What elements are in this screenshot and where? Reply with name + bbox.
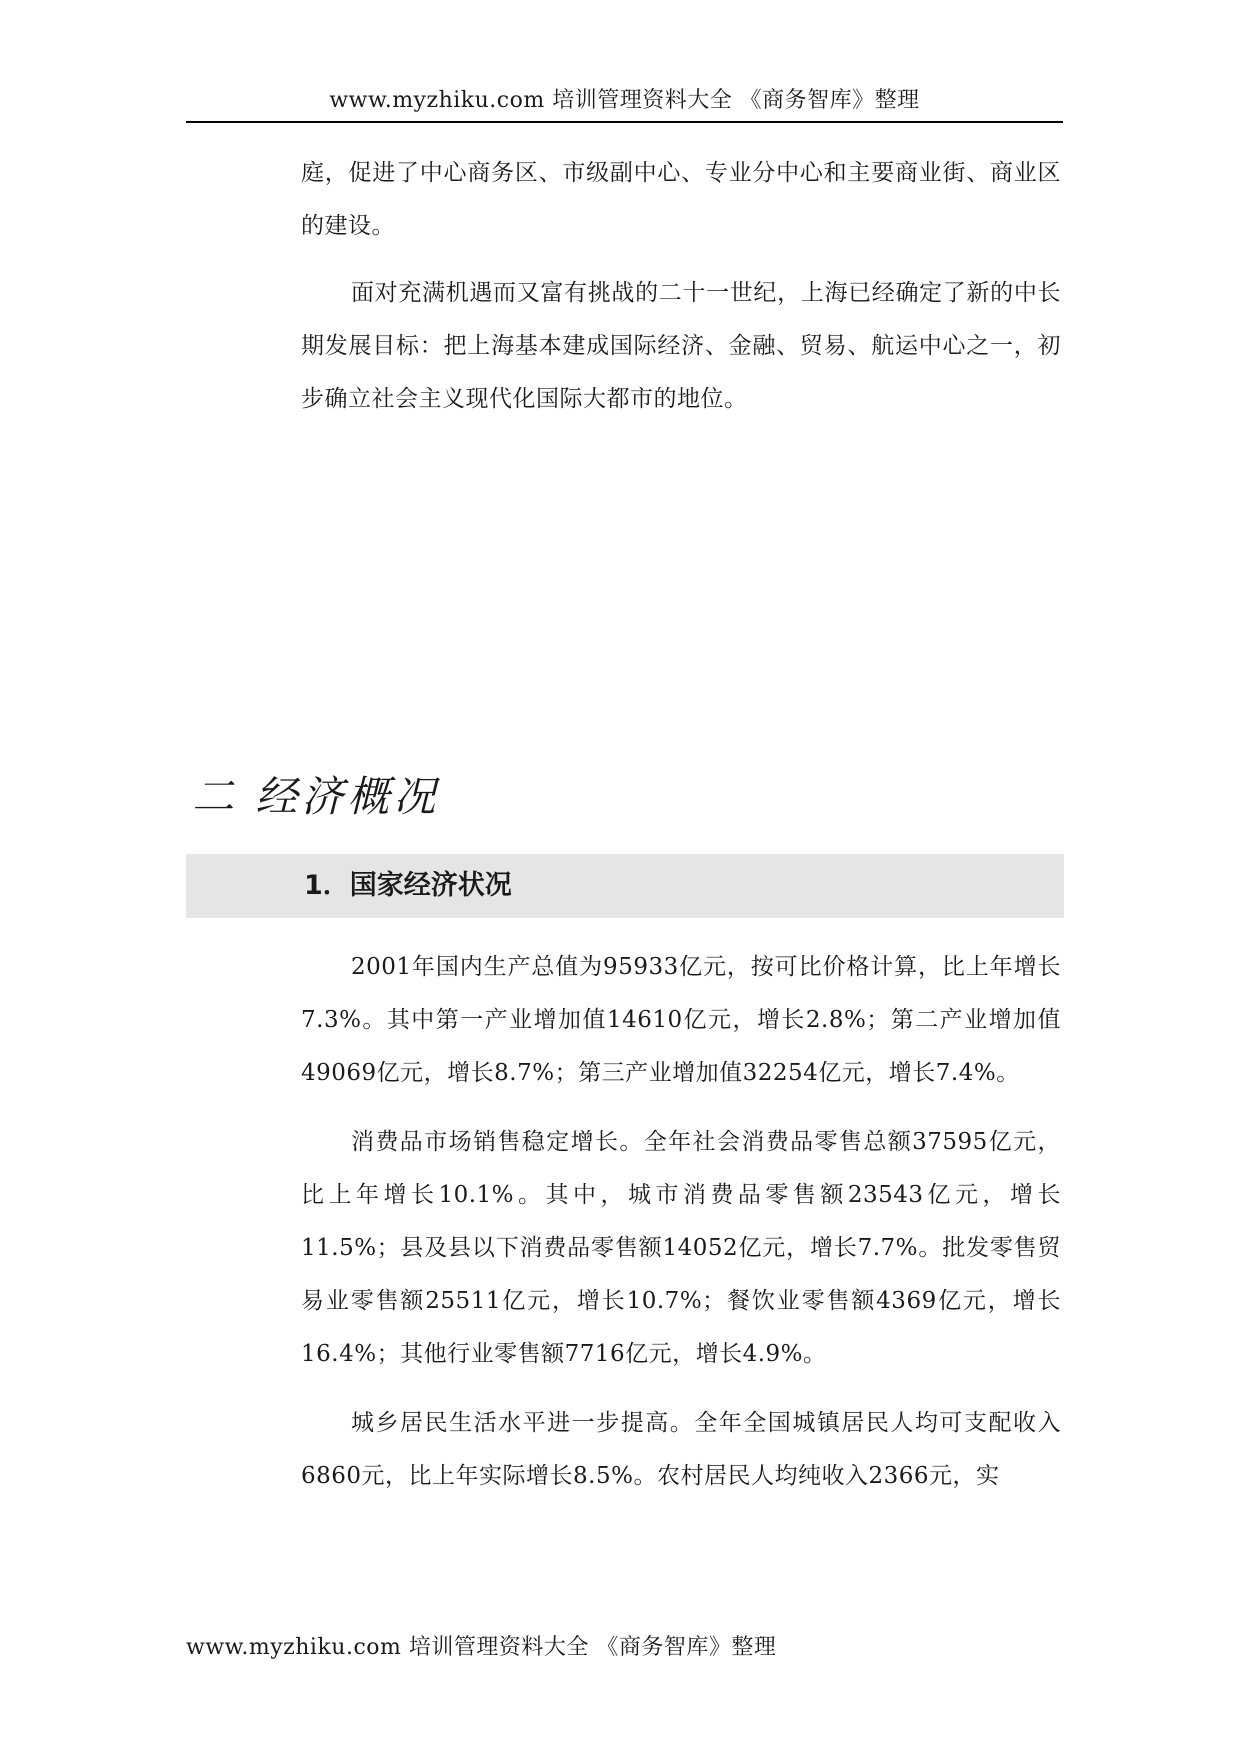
header-divider bbox=[186, 121, 1063, 123]
page-footer: www.myzhiku.com 培训管理资料大全 《商务智库》整理 bbox=[186, 1635, 777, 1660]
intro-paragraph-1: 庭，促进了中心商务区、市级副中心、专业分中心和主要商业街、商业区的建设。 bbox=[301, 160, 1061, 239]
economy-paragraph-gdp: 2001年国内生产总值为95933亿元，按可比价格计算，比上年增长7.3%。其中第一产业增加值14610亿元，增长2.8%；第二产业增加值49069亿元，增长8.7%；第三产业增加值32254亿元，增长7.4%。 bbox=[301, 954, 1061, 1086]
economy-paragraph-living-standards: 城乡居民生活水平进一步提高。全年全国城镇居民人均可支配收入6860元，比上年实际增长8.5%。农村居民人均纯收入2366元，实 bbox=[301, 1410, 1061, 1489]
subsection-title: 1．国家经济状况 bbox=[304, 870, 512, 901]
section-heading: 二 经济概况 bbox=[192, 772, 440, 821]
economy-paragraph-consumer-market: 消费品市场销售稳定增长。全年社会消费品零售总额37595亿元，比上年增长10.1%。其中，城市消费品零售额23543亿元，增长11.5%；县及县以下消费品零售额14052亿元，增长7.7%。批发零售贸易业零售额25511亿元，增长10.7%；餐饮业零售额4369亿元，增长16.4%；其他行业零售额7716亿元，增长4.9%。 bbox=[301, 1129, 1061, 1367]
intro-text-block bbox=[301, 147, 1061, 426]
page-header: www.myzhiku.com 培训管理资料大全 《商务智库》整理 bbox=[329, 88, 920, 113]
subsection-heading-band bbox=[186, 854, 1064, 918]
economy-text-block bbox=[301, 941, 1061, 1503]
intro-paragraph-2: 面对充满机遇而又富有挑战的二十一世纪，上海已经确定了新的中长期发展目标：把上海基本建成国际经济、金融、贸易、航运中心之一，初步确立社会主义现代化国际大都市的地位。 bbox=[301, 280, 1061, 412]
